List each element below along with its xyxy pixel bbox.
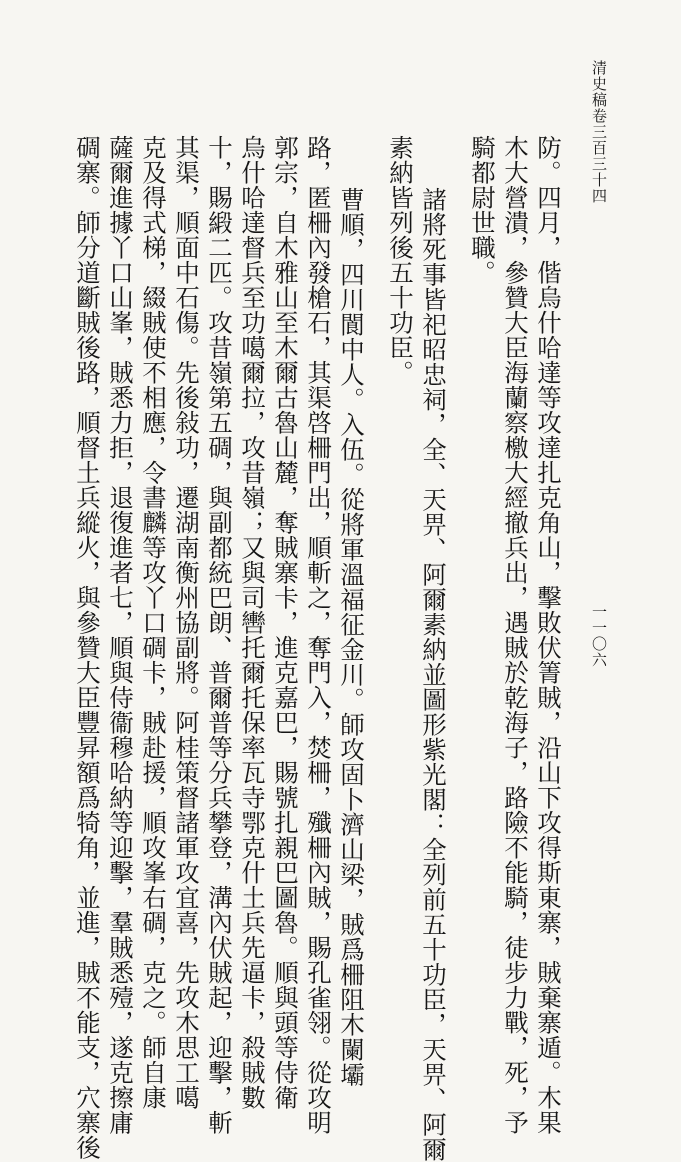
text-column: 烏什哈達督兵至功噶爾拉，攻昔嶺；又與司轡托爾托保率瓦寺鄂克什土兵先逼卡，殺賊數 xyxy=(238,135,267,1110)
biography-start-column: 曹順，四川閬中人。入伍。從將軍溫福征金川。師攻固卜濟山梁，賊爲柵阻木闌壩 xyxy=(337,187,366,1087)
page-number: 一一〇六 xyxy=(590,604,608,668)
text-column: 郭宗，自木雅山至木爾古魯山麓，奪賊寨卡，進克嘉巴，賜號扎親巴圖魯。順與頭等侍衛 xyxy=(271,135,300,1110)
text-column: 薩爾進據丫口山峯，賊悉力拒，退復進者七，順與侍衞穆哈納等迎擊，羣賊悉殪，遂克擦庸 xyxy=(106,135,135,1135)
text-column: 其渠，順面中石傷。先後敍功，遷湖南衡州協副將。阿桂策督諸軍攻宜喜，先攻木思工噶 xyxy=(172,135,201,1110)
main-text xyxy=(73,135,565,1162)
text-column: 騎都尉世職。 xyxy=(468,135,497,285)
text-column: 克及得式梯，綴賊使不相應，令書麟等攻丫口碉卡，賊赴援，順攻峯右碉，克之。師自康 xyxy=(139,135,168,1110)
running-header-title: 清史稿卷三百三十四 xyxy=(590,60,608,204)
text-column: 素納皆列後五十功臣。 xyxy=(386,135,415,385)
paragraph-gap xyxy=(368,135,384,950)
text-column: 防。四月，偕烏什哈達等攻達扎克角山，擊敗伏箐賊，沿山下攻得斯東寨，賊棄寨遁。木果 xyxy=(534,135,563,1135)
text-column: 路，匿柵內發槍石，其渠啓柵門出，順斬之，奪門入，焚柵，殲柵內賊，賜孔雀翎。從攻明 xyxy=(304,135,333,1135)
paragraph-gap xyxy=(450,135,466,950)
text-column: 諸將死事皆祀昭忠祠，全、天畀、阿爾素納並圖形紫光閣：全列前五十功臣，天畀、阿爾 xyxy=(419,187,448,1162)
text-column: 十，賜緞二匹。攻昔嶺第五碉，與副都統巴朗、普爾普等分兵攀登，溝內伏賊起，迎擊，斬 xyxy=(205,135,234,1135)
text-column: 木大營潰，參贊大臣海蘭察檄大經撤兵出，遇賊於乾海子，路險不能騎，徒步力戰，死，予 xyxy=(501,135,530,1135)
text-column: 碉寨。師分道斷賊後路，順督土兵縱火，與參贊大臣豐昇額爲犄角，並進，賊不能支，穴寨後 xyxy=(73,135,102,1160)
